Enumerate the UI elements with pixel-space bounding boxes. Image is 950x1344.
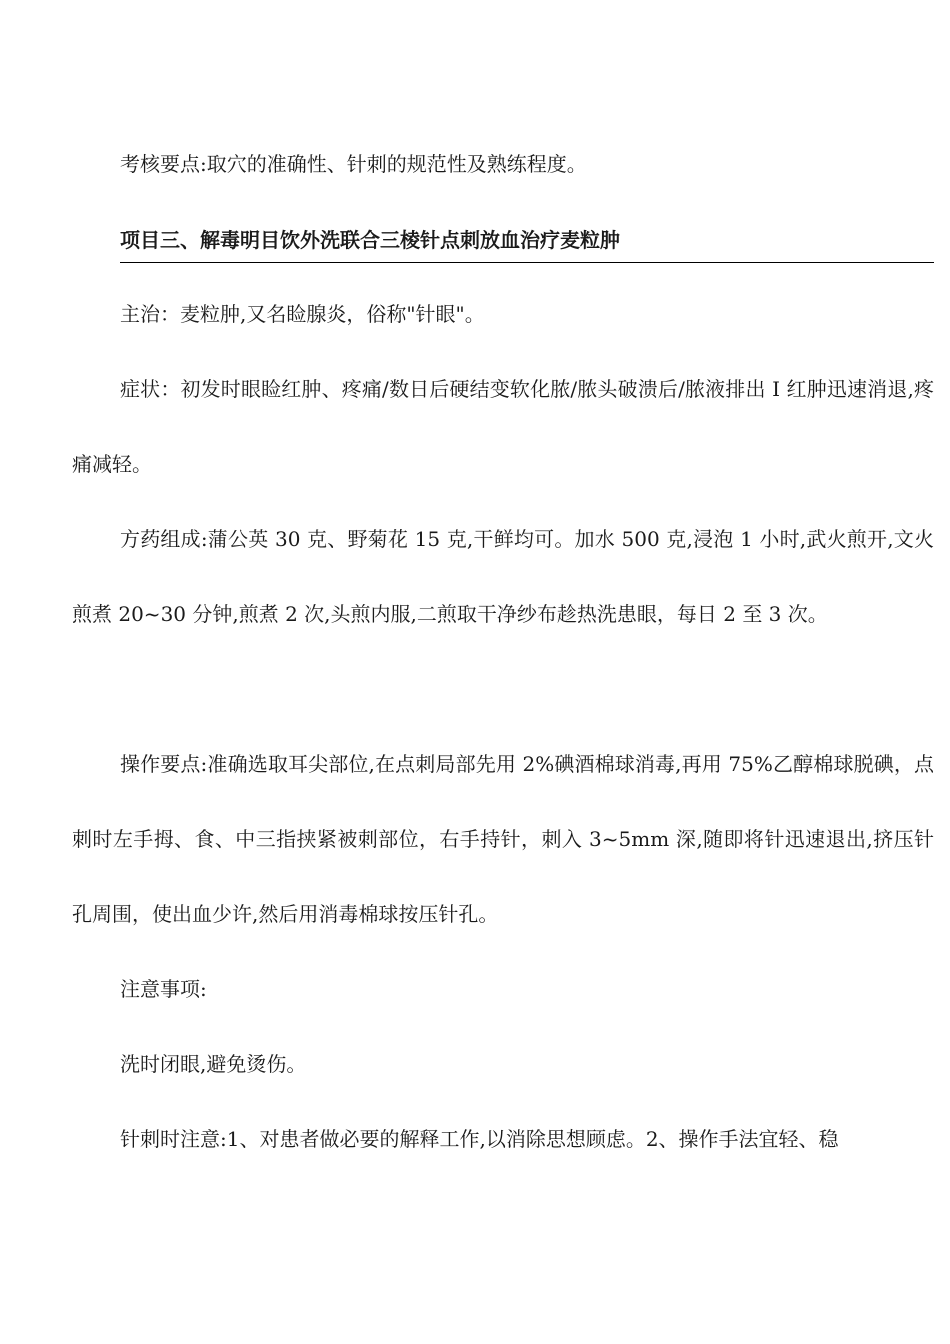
precaution-needle: 针刺时注意:1、对患者做必要的解释工作,以消除思想顾虑。2、操作手法宜轻、稳 xyxy=(120,1127,839,1151)
symptoms-paragraph: 症状：初发时眼睑红肿、疼痛/数日后硬结变软化脓/脓头破溃后/脓液排出 I 红肿迅速消退,疼痛减轻。 xyxy=(72,377,934,476)
precautions-title: 注意事项: xyxy=(120,977,207,1001)
assessment-paragraph: 考核要点:取穴的准确性、针刺的规范性及熟练程度。 xyxy=(120,152,587,176)
operation-paragraph: 操作要点:准确选取耳尖部位,在点刺局部先用 2%碘酒棉球消毒,再用 75%乙醇棉球脱碘，点刺时左手拇、食、中三指挟紧被刺部位，右手持针，刺入 3~5mm 深,随即将针迅速退出,挤压针孔周围，使出血少许,然后用消毒棉球按压针孔。 xyxy=(72,752,934,926)
formula-paragraph: 方药组成:蒲公英 30 克、野菊花 15 克,干鲜均可。加水 500 克,浸泡 1 小时,武火煎开,文火煎煮 20~30 分钟,煎煮 2 次,头煎内服,二煎取干净纱布趁热洗患眼，每日 2 至 3 次。 xyxy=(72,527,934,626)
precaution-wash: 洗时闭眼,避免烫伤。 xyxy=(120,1052,307,1076)
indication-paragraph: 主治：麦粒肿,又名睑腺炎，俗称"针眼"。 xyxy=(120,302,485,326)
section-heading: 项目三、解毒明目饮外洗联合三棱针点刺放血治疗麦粒肿 xyxy=(120,222,934,263)
